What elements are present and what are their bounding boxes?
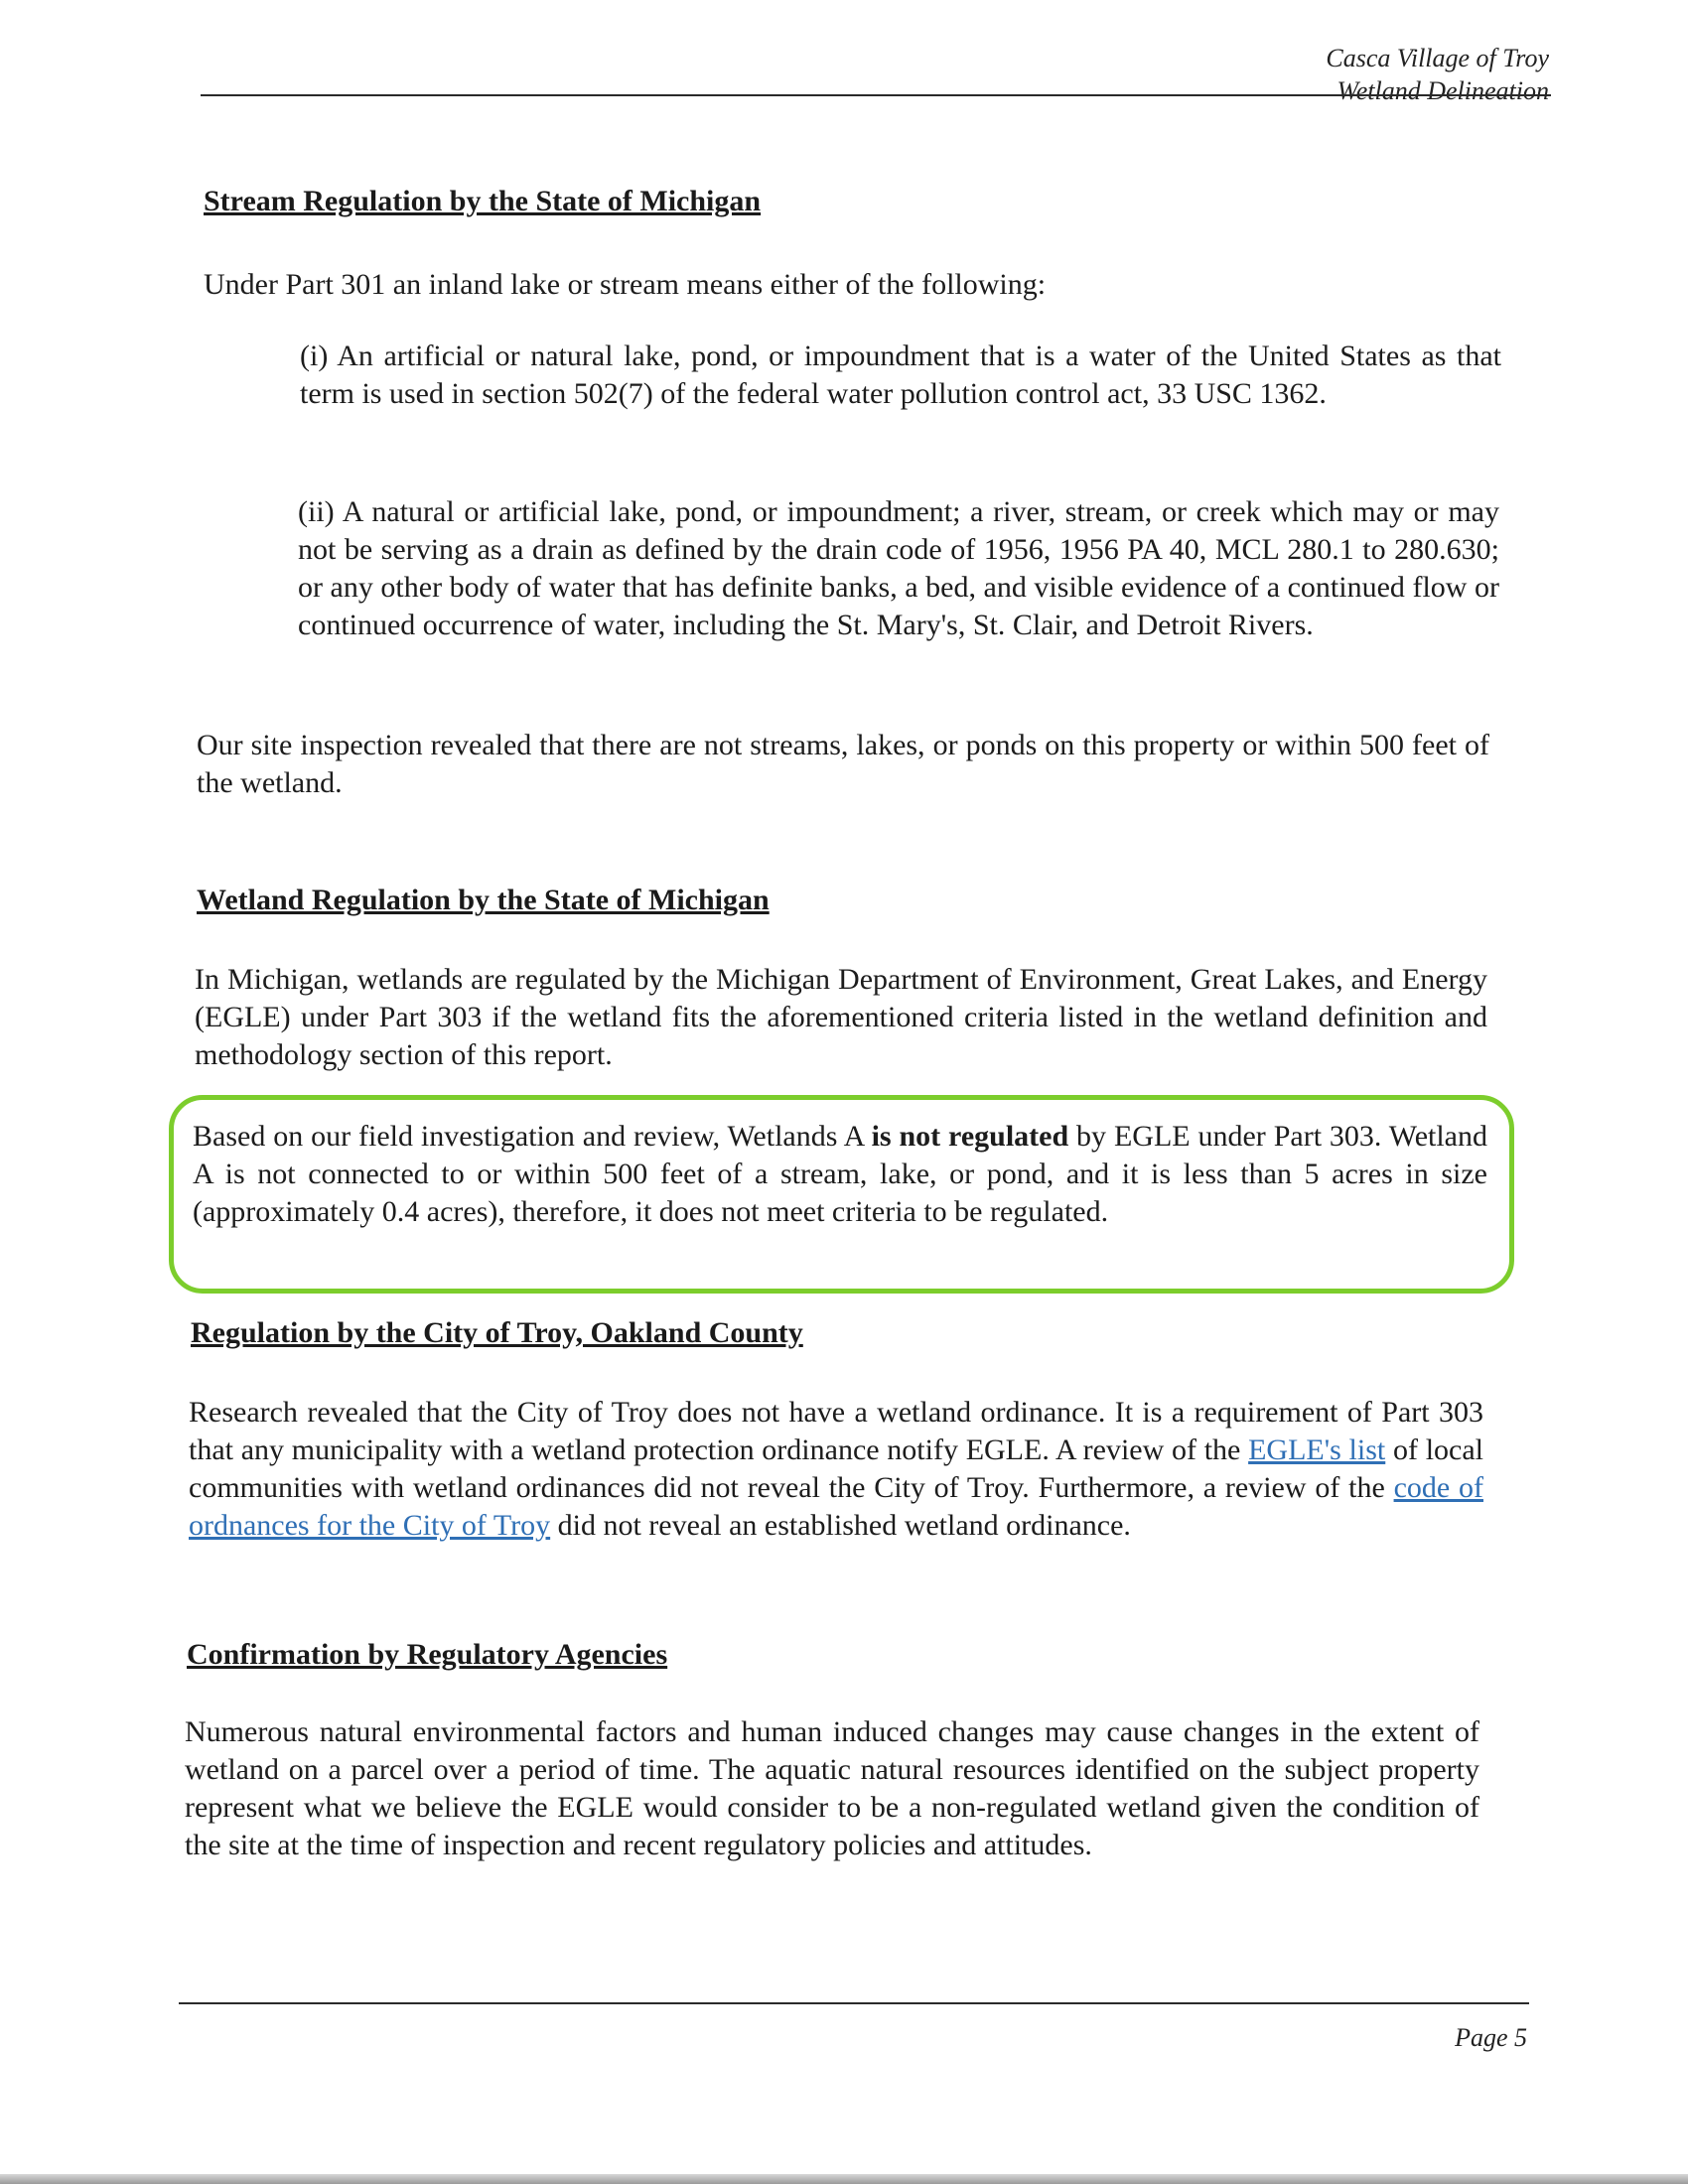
stream-finding-text: Our site inspection revealed that there are not streams, lakes, or ponds on this property or within 500 feet of the wetland. — [197, 729, 1489, 799]
city-text-part-3: did not reveal an established wetland ordinance. — [550, 1509, 1131, 1542]
header-report-title: Wetland Delineation — [1336, 76, 1549, 105]
page-number: Page 5 — [1455, 2023, 1527, 2052]
city-regulation-heading: Regulation by the City of Troy, Oakland County — [191, 1316, 803, 1349]
confirmation-text: Numerous natural environmental factors and human induced changes may cause changes in the extent of wetland on a parcel over a period of time. The aquatic natural resources identified on the subject property represent what we believe the EGLE would consider to be a non-regulated wetland given the condition of the site at the time of inspection and recent regulatory policies and attitudes. — [185, 1715, 1479, 1861]
egle-list-link[interactable]: EGLE's list — [1248, 1433, 1386, 1466]
troy-ordinance-code-link[interactable]: code of ordnances for the City of Troy — [189, 1471, 1483, 1542]
scan-edge — [0, 2174, 1688, 2184]
footer-rule — [179, 2002, 1529, 2004]
stream-definition-item-2: (ii) A natural or artificial lake, pond, or impoundment; a river, stream, or creek which may or may not be serving as a drain as defined by the drain code of 1956, 1956 PA 40, MCL 280.1 to 280.630; or any other body of water that has definite banks, a bed, and visible evidence of a continued flow or continued occurrence of water, including the St. Mary's, St. Clair, and Detroit Rivers. — [298, 495, 1499, 641]
stream-intro-text: Under Part 301 an inland lake or stream means either of the following: — [204, 268, 1047, 301]
wetland-regulation-heading: Wetland Regulation by the State of Michigan — [197, 884, 770, 916]
page-header — [1326, 42, 1549, 107]
header-rule — [201, 94, 1551, 96]
city-regulation-text — [189, 1394, 1483, 1545]
city-text-part-2: of local communities with wetland ordinances did not reveal the City of Troy. Furthermore, a review of the — [189, 1433, 1484, 1504]
determination-text-start: Based on our field investigation and review, Wetlands A — [193, 1120, 872, 1153]
wetland-regulation-text: In Michigan, wetlands are regulated by the Michigan Department of Environment, Great Lakes, and Energy (EGLE) under Part 303 if the wetland fits the aforementioned criteria listed in the wetland definition and methodology section of this report. — [195, 963, 1487, 1071]
header-project-name: Casca Village of Troy — [1326, 44, 1549, 72]
city-text-part-1: Research revealed that the City of Troy does not have a wetland ordinance. It is a requirement of Part 303 that any municipality with a wetland protection ordinance notify EGLE. A review of the — [189, 1396, 1483, 1466]
not-regulated-emphasis: is not regulated — [871, 1120, 1069, 1153]
determination-text-end: by EGLE under Part 303. Wetland A is not connected to or within 500 feet of a stream, lake, or pond, and it is less than 5 acres in size (approximately 0.4 acres), therefore, it does not meet criteria to be regulated. — [193, 1120, 1487, 1228]
wetland-determination-text — [193, 1118, 1487, 1231]
confirmation-heading: Confirmation by Regulatory Agencies — [187, 1638, 668, 1671]
stream-regulation-heading: Stream Regulation by the State of Michigan — [204, 185, 762, 217]
stream-definition-item-1: (i) An artificial or natural lake, pond, or impoundment that is a water of the United States as that term is used in section 502(7) of the federal water pollution control act, 33 USC 1362. — [300, 340, 1501, 410]
